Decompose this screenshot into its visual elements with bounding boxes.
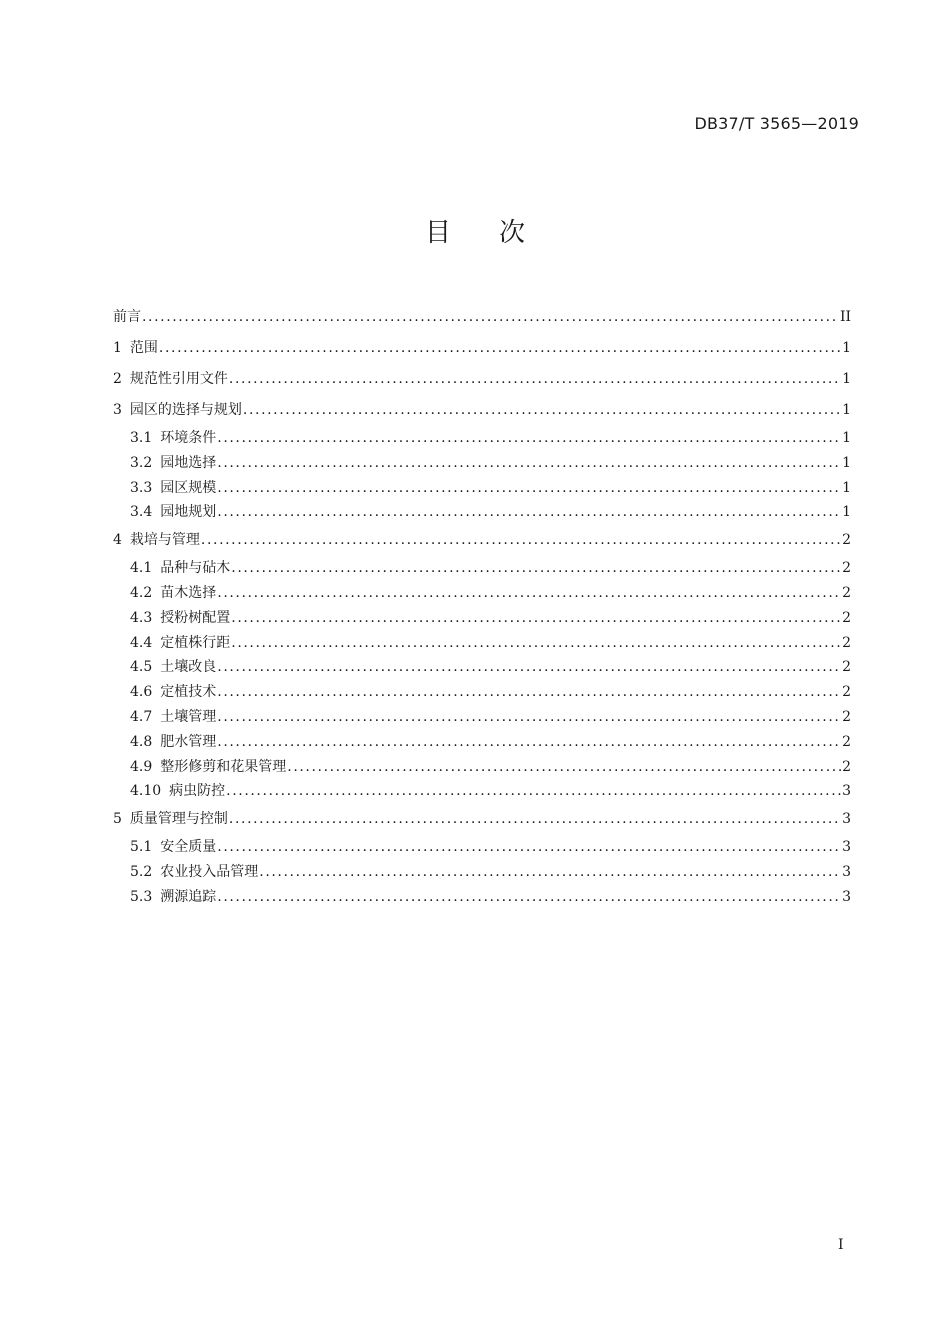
toc-entry-page: 1 (842, 340, 851, 356)
toc-entry-number: 5.3 (130, 888, 153, 905)
toc-entry-label: 环境条件 (160, 430, 217, 446)
toc-leader-dots (217, 885, 841, 910)
toc-entry-page: 3 (842, 839, 851, 856)
toc-entry-label: 土壤管理 (160, 708, 217, 725)
toc-leader-dots (217, 500, 841, 525)
toc-entry-label: 园区规模 (160, 479, 217, 496)
toc-entry-label: 农业投入品管理 (160, 863, 259, 880)
toc-entry[interactable] (113, 581, 851, 606)
toc-entry-page: 1 (842, 371, 851, 387)
toc-entry-number: 3.4 (130, 504, 153, 521)
toc-leader-dots (217, 581, 841, 606)
toc-entry-number: 5.1 (130, 839, 153, 856)
toc-leader-dots (217, 835, 841, 860)
toc-leader-dots (217, 655, 841, 680)
toc-entry-label: 园地选择 (160, 454, 217, 471)
toc-entry[interactable] (113, 860, 851, 885)
toc-entry-label: 整形修剪和花果管理 (160, 758, 287, 775)
toc-entry-page: II (839, 309, 851, 325)
toc-leader-dots (243, 395, 841, 426)
toc-leader-dots (217, 476, 841, 501)
toc-entry-number: 2 (113, 371, 122, 387)
toc-entry-label: 栽培与管理 (129, 532, 200, 549)
toc-entry-page: 2 (842, 758, 851, 775)
toc-entry-page: 2 (842, 560, 851, 577)
toc-entry-number: 4.6 (130, 684, 153, 701)
toc-entry[interactable] (113, 655, 851, 680)
toc-entry[interactable] (113, 395, 851, 426)
toc-entry-label: 溯源追踪 (160, 888, 217, 905)
toc-entry-page: 1 (842, 504, 851, 521)
toc-entry-page: 3 (842, 888, 851, 905)
toc-entry-number: 4.5 (130, 659, 153, 676)
toc-entry-number: 4.3 (130, 609, 153, 626)
toc-entry-page: 2 (842, 584, 851, 601)
toc-entry-number: 3.2 (130, 454, 153, 471)
toc-entry-label: 前言 (113, 309, 141, 325)
toc-entry-page: 2 (842, 684, 851, 701)
toc-leader-dots (217, 730, 841, 755)
toc-entry-label: 园地规划 (160, 504, 217, 521)
toc-leader-dots (226, 779, 841, 804)
page-number: I (838, 1237, 844, 1253)
toc-entry-label: 定植株行距 (160, 634, 231, 651)
toc-entry-number: 4.10 (130, 783, 162, 800)
toc-entry[interactable] (113, 364, 851, 395)
toc-leader-dots (229, 364, 841, 395)
toc-entry-label: 肥水管理 (160, 733, 217, 750)
toc-entry[interactable] (113, 451, 851, 476)
toc-entry-number: 4.9 (130, 758, 153, 775)
toc-entry-page: 2 (842, 609, 851, 626)
toc-entry-label: 质量管理与控制 (129, 811, 228, 828)
toc-entry-page: 2 (842, 733, 851, 750)
toc-entry-number: 4.2 (130, 584, 153, 601)
toc-entry[interactable] (113, 885, 851, 910)
toc-entry-label: 规范性引用文件 (129, 371, 228, 387)
toc-entry-number: 4.8 (130, 733, 153, 750)
toc-entry[interactable] (113, 730, 851, 755)
toc-leader-dots (259, 860, 841, 885)
toc-entry-page: 3 (842, 783, 851, 800)
toc-entry-page: 3 (842, 863, 851, 880)
toc-leader-dots (217, 426, 841, 451)
toc-entry-number: 4.1 (130, 560, 153, 577)
toc-entry[interactable] (113, 302, 851, 333)
toc-entry-label: 苗木选择 (160, 584, 217, 601)
toc-entry-number: 5 (113, 811, 122, 828)
toc-entry-number: 4.4 (130, 634, 153, 651)
toc-entry-page: 1 (842, 479, 851, 496)
toc-leader-dots (159, 333, 841, 364)
toc-entry-label: 定植技术 (160, 684, 217, 701)
toc-entry-label: 授粉树配置 (160, 609, 231, 626)
toc-entry-label: 品种与砧木 (160, 560, 231, 577)
toc-entry-page: 1 (842, 430, 851, 446)
toc-entry[interactable] (113, 333, 851, 364)
toc-entry[interactable] (113, 680, 851, 705)
toc-entry-page: 2 (842, 634, 851, 651)
toc-entry-label: 安全质量 (160, 839, 217, 856)
table-of-contents (113, 302, 851, 910)
toc-entry-label: 病虫防控 (169, 783, 226, 800)
toc-entry[interactable] (113, 804, 851, 835)
toc-entry-label: 范围 (129, 340, 158, 356)
toc-leader-dots (217, 451, 841, 476)
toc-entry-page: 2 (842, 659, 851, 676)
toc-entry[interactable] (113, 835, 851, 860)
toc-leader-dots (229, 804, 841, 835)
toc-entry-number: 4.7 (130, 708, 153, 725)
toc-title: 目次 (424, 218, 573, 248)
toc-leader-dots (287, 755, 841, 780)
toc-entry-label: 园区的选择与规划 (129, 402, 242, 418)
toc-entry-page: 2 (842, 708, 851, 725)
toc-entry-number: 4 (113, 532, 122, 549)
toc-entry-number: 1 (113, 340, 122, 356)
document-code: DB37/T 3565—2019 (694, 114, 859, 133)
toc-entry-page: 3 (842, 811, 851, 828)
toc-entry-number: 5.2 (130, 863, 153, 880)
toc-entry-label: 土壤改良 (160, 659, 217, 676)
toc-leader-dots (217, 705, 841, 730)
toc-leader-dots (201, 525, 841, 556)
toc-entry[interactable] (113, 755, 851, 780)
toc-entry-page: 1 (842, 454, 851, 471)
toc-leader-dots (231, 556, 841, 581)
toc-leader-dots (217, 680, 841, 705)
toc-entry-page: 1 (842, 402, 851, 418)
toc-entry[interactable] (113, 500, 851, 525)
toc-entry[interactable] (113, 631, 851, 656)
toc-entry[interactable] (113, 606, 851, 631)
toc-entry-number: 3.1 (130, 430, 153, 446)
toc-entry-page: 2 (842, 532, 851, 549)
toc-entry[interactable] (113, 779, 851, 804)
toc-entry[interactable] (113, 476, 851, 501)
toc-entry[interactable] (113, 426, 851, 451)
toc-entry[interactable] (113, 705, 851, 730)
toc-entry[interactable] (113, 556, 851, 581)
toc-entry-number: 3 (113, 402, 122, 418)
toc-leader-dots (231, 631, 841, 656)
toc-entry[interactable] (113, 525, 851, 556)
toc-entry-number: 3.3 (130, 479, 153, 496)
toc-leader-dots (231, 606, 841, 631)
toc-leader-dots (142, 302, 839, 333)
